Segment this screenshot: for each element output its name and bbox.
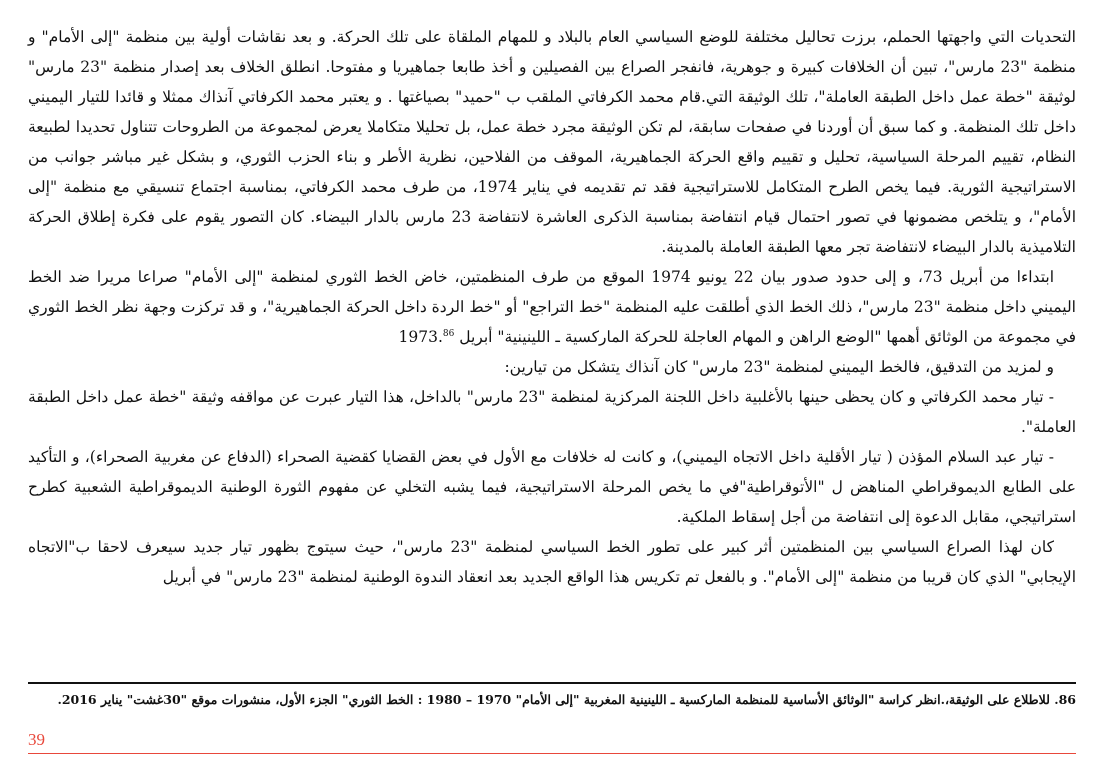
page-number: 39 (28, 730, 45, 749)
paragraph-2 (28, 262, 1076, 352)
footnote-divider (28, 682, 1076, 684)
paragraph-1: التحديات التي واجهتها الحملم، برزت تحاليل مختلفة للوضع السياسي العام بالبلاد و للمهام الملقاة على تلك الحركة. و بعد نقاشات أولية بين منظمة "إلى الأمام" و منظمة "23 مارس"، تبين أن الخلافات كبيرة و جوهرية، فانفجر الصراع بين الفصيلين و أخذ طابعا جماهيريا و مفتوحا. انطلق الخلاف بعد إصدار منظمة "23 مارس" لوثيقة "خطة عمل داخل الطبقة العاملة"، تلك الوثيقة التي.قام محمد الكرفاتي الملقب ب "حميد" بصياغتها . و يعتبر محمد الكرفاتي آنذاك ممثلا و قائدا للتيار اليميني داخل تلك المنظمة. و كما سبق أن أوردنا في صفحات سابقة، لم تكن الوثيقة مجرد خطة عمل، بل تحليلا متكاملا يعرض لمجموعة من الطروحات تتناول تحديدا لطبيعة النظام، تقييم المرحلة السياسية، تحليل و تقييم واقع الحركة الجماهيرية، الموقف من الفلاحين، نظرية الأطر و بناء الحزب الثوري، و بشكل غير مباشر جوانب من الاستراتيجية الثورية. فيما يخص الطرح المتكامل للاستراتيجية فقد تم تقديمه في يناير 1974، من طرف محمد الكرفاتي، بمناسبة اجتماع تنسيقي مع منظمة "إلى الأمام"، و يتلخص مضمونها في تصور احتمال قيام انتفاضة بمناسبة الذكرى العاشرة لانتفاضة 23 مارس بالدار البيضاء. كان التصور يقوم على فكرة إطلاق الحركة التلاميذية بالدار البيضاء لانتفاضة تجر معها الطبقة العاملة بالمدينة. (28, 28, 1076, 256)
list-item-current-2: - تيار عبد السلام المؤذن ( تيار الأقلية داخل الاتجاه اليميني)، و كانت له خلافات مع الأول في بعض القضايا كقضية الصحراء (الدفاع عن مغربية الصحراء)، و التأكيد على الطابع الديموقراطي المناهض ل "الأتوقراطية"في ما يخص المرحلة الاستراتيجية، فيما يشبه التخلي عن مفهوم الثورة الوطنية الديموقراطية الشعبية كطرح استراتيجي، مقابل الدعوة إلى انتفاضة من أجل إسقاط الملكية. (28, 448, 1076, 526)
list-item-current-1: - تيار محمد الكرفاتي و كان يحظى حينها بالأغلبية داخل اللجنة المركزية لمنظمة "23 مارس" بالداخل، هذا التيار عبرت عن مواقفه وثيقة "خطة عمل داخل الطبقة العاملة". (28, 388, 1076, 436)
paragraph-3: و لمزيد من التدقيق، فالخط اليميني لمنظمة "23 مارس" كان آنذاك يتشكل من تيارين: (504, 358, 1054, 376)
paragraph-2-text: ابتداءا من أبريل 73، و إلى حدود صدور بيان 22 يونيو 1974 الموقع من طرف المنظمتين، خاض الخط الثوري لمنظمة "إلى الأمام" صراعا مريرا ضد الخط اليميني داخل منظمة "23 مارس"، ذلك الخط الذي أطلقت عليه المنظمة "خط التراجع" أو "خط الردة داخل الحركة الجماهيرية"، و قد تركزت وجهة نظر الخط الثوري في مجموعة من الوثائق أهمها "الوضع الراهن و المهام العاجلة للحركة الماركسية ـ اللينينية" أبريل 1973. (28, 268, 1076, 346)
body-text (28, 22, 1076, 592)
footnote-reference[interactable]: 86 (442, 328, 455, 339)
paragraph-6: كان لهذا الصراع السياسي بين المنظمتين أثر كبير على تطور الخط السياسي لمنظمة "23 مارس"، حيث سيتوج بظهور تيار جديد سيعرف لاحقا ب"الاتجاه الإيجابي" الذي كان قريبا من منظمة "إلى الأمام". و بالفعل تم تكريس هذا الواقع الجديد بعد انعقاد الندوة الوطنية لمنظمة "23 مارس" في أبريل (28, 538, 1076, 586)
document-page (28, 22, 1076, 762)
footnote: 86. للاطلاع على الوثيقة،.انظر كراسة "الوثائق الأساسية للمنظمة الماركسية ـ اللينينية المغربية "إلى الأمام" 1970 – 1980 : الخط الثوري" الجزء الأول، منشورات موقع "30غشت" يناير 2016. (57, 692, 1076, 707)
bottom-divider (28, 753, 1076, 754)
